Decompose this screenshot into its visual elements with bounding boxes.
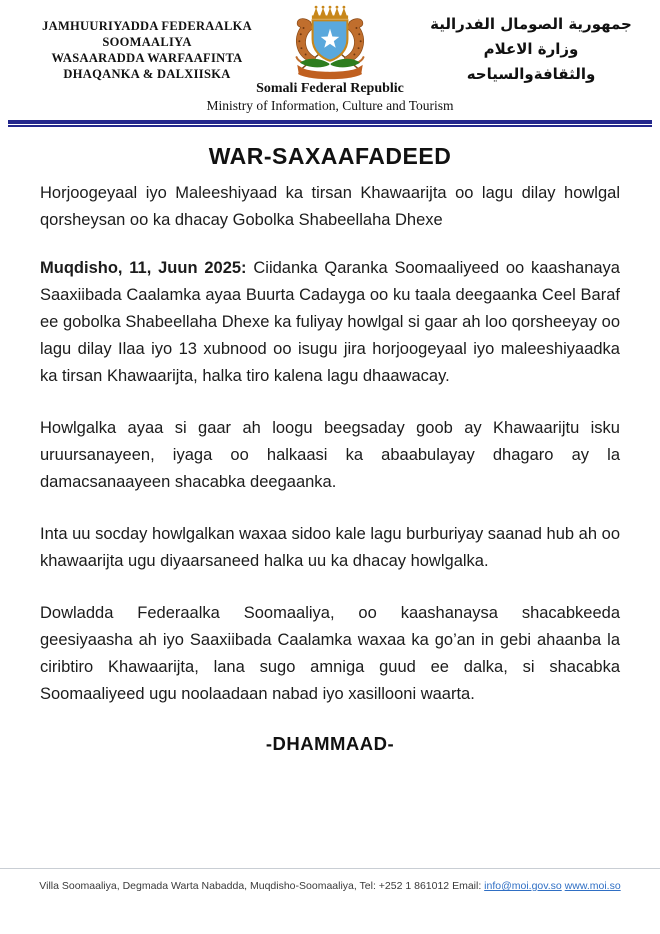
footer-email-link[interactable]: info@moi.gov.so [484, 880, 562, 892]
dateline: Muqdisho, 11, Juun 2025: [40, 259, 247, 277]
paragraph-4: Dowladda Federaalka Soomaaliya, oo kaashanaysa shacabkeeda geesiyaasha ah iyo Saaxiibada Caalamka waxaa ka go’an in gebi ahaanba la ciribtiro Khawaarijta, lana sugo amniga guud ee dalka, si shacabka Soomaaliyeed ugu noolaadaan nabad iyo xasillooni waarta. [40, 604, 620, 703]
ministry-name-somali-line1: JAMHUURIYADDA FEDERAALKA [42, 19, 252, 33]
ministry-name-arabic-line3: والثقافةوالسياحه [466, 65, 596, 83]
letterhead [0, 0, 660, 118]
press-release-title: WAR-SAXAAFADEED [208, 143, 452, 169]
ministry-name-arabic-line2: وزارة الاعلام [483, 40, 579, 58]
ministry-name-english: Ministry of Information, Culture and Tourism [206, 98, 454, 113]
end-mark: -DHAMMAAD- [265, 733, 395, 754]
footer-contact-line [0, 880, 660, 892]
footer-website-link[interactable]: www.moi.so [564, 880, 621, 892]
letterhead-divider [8, 120, 652, 127]
paragraph-1 [40, 255, 620, 390]
letterhead-center-text [0, 81, 660, 114]
paragraph-1-text: Ciidanka Qaranka Soomaaliyeed oo kaashanaya Saaxiibada Caalamka ayaa Buurta Cadayga oo ku taala deegaanka Ceel Baraf ee gobolka Shabeellaha Dhexe ka fuliyay howlgal si gaar ah loo qorsheeyay oo lagu dilay Ilaa iyo 13 xubnood oo isugu jira horjoogeyaal iyo maleeshiyaadka ka tirsan Khawaarijta, halka tiro kalena lagu dhaawacay. [40, 259, 620, 385]
ministry-name-somali-line2: SOOMAALIYA [102, 35, 192, 49]
ministry-name-arabic [416, 12, 646, 87]
ministry-name-somali-line4: DHAQANKA & DALXIISKA [63, 67, 231, 81]
footer-divider [0, 868, 660, 869]
paragraph-2: Howlgalka ayaa si gaar ah loogu beegsaday goob ay Khawaarijtu isku uruursanayeen, iyaga oo halkaasi ka abaabulayay dhagaro ay la damacsanaayeen shacabka deegaanka. [40, 419, 620, 491]
paragraph-3: Inta uu socday howlgalkan waxaa sidoo kale lagu burburiyay saanad hub ah oo khawaarijta ugu diyaarsaneed halka uu ka dhacay howlgalka. [40, 525, 620, 570]
ministry-name-somali-line3: WASAARADDA WARFAAFINTA [51, 51, 243, 65]
document-body [0, 127, 660, 755]
ministry-name-arabic-line1: جمهورية الصومال الفدرالية [430, 15, 632, 33]
press-release-subtitle: Horjoogeyaal iyo Maleeshiyaad ka tirsan Khawaarijta oo lagu dilay howlgal qorsheysan oo ka dhacay Gobolka Shabeellaha Dhexe [40, 184, 620, 229]
footer-address-text: Villa Soomaaliya, Degmada Warta Nabadda, Muqdisho-Soomaaliya, Tel: +252 1 861012 Email: [39, 880, 485, 892]
country-name-english: Somali Federal Republic [256, 81, 404, 96]
somalia-coat-of-arms-icon [284, 5, 376, 83]
ministry-name-somali [22, 18, 272, 82]
